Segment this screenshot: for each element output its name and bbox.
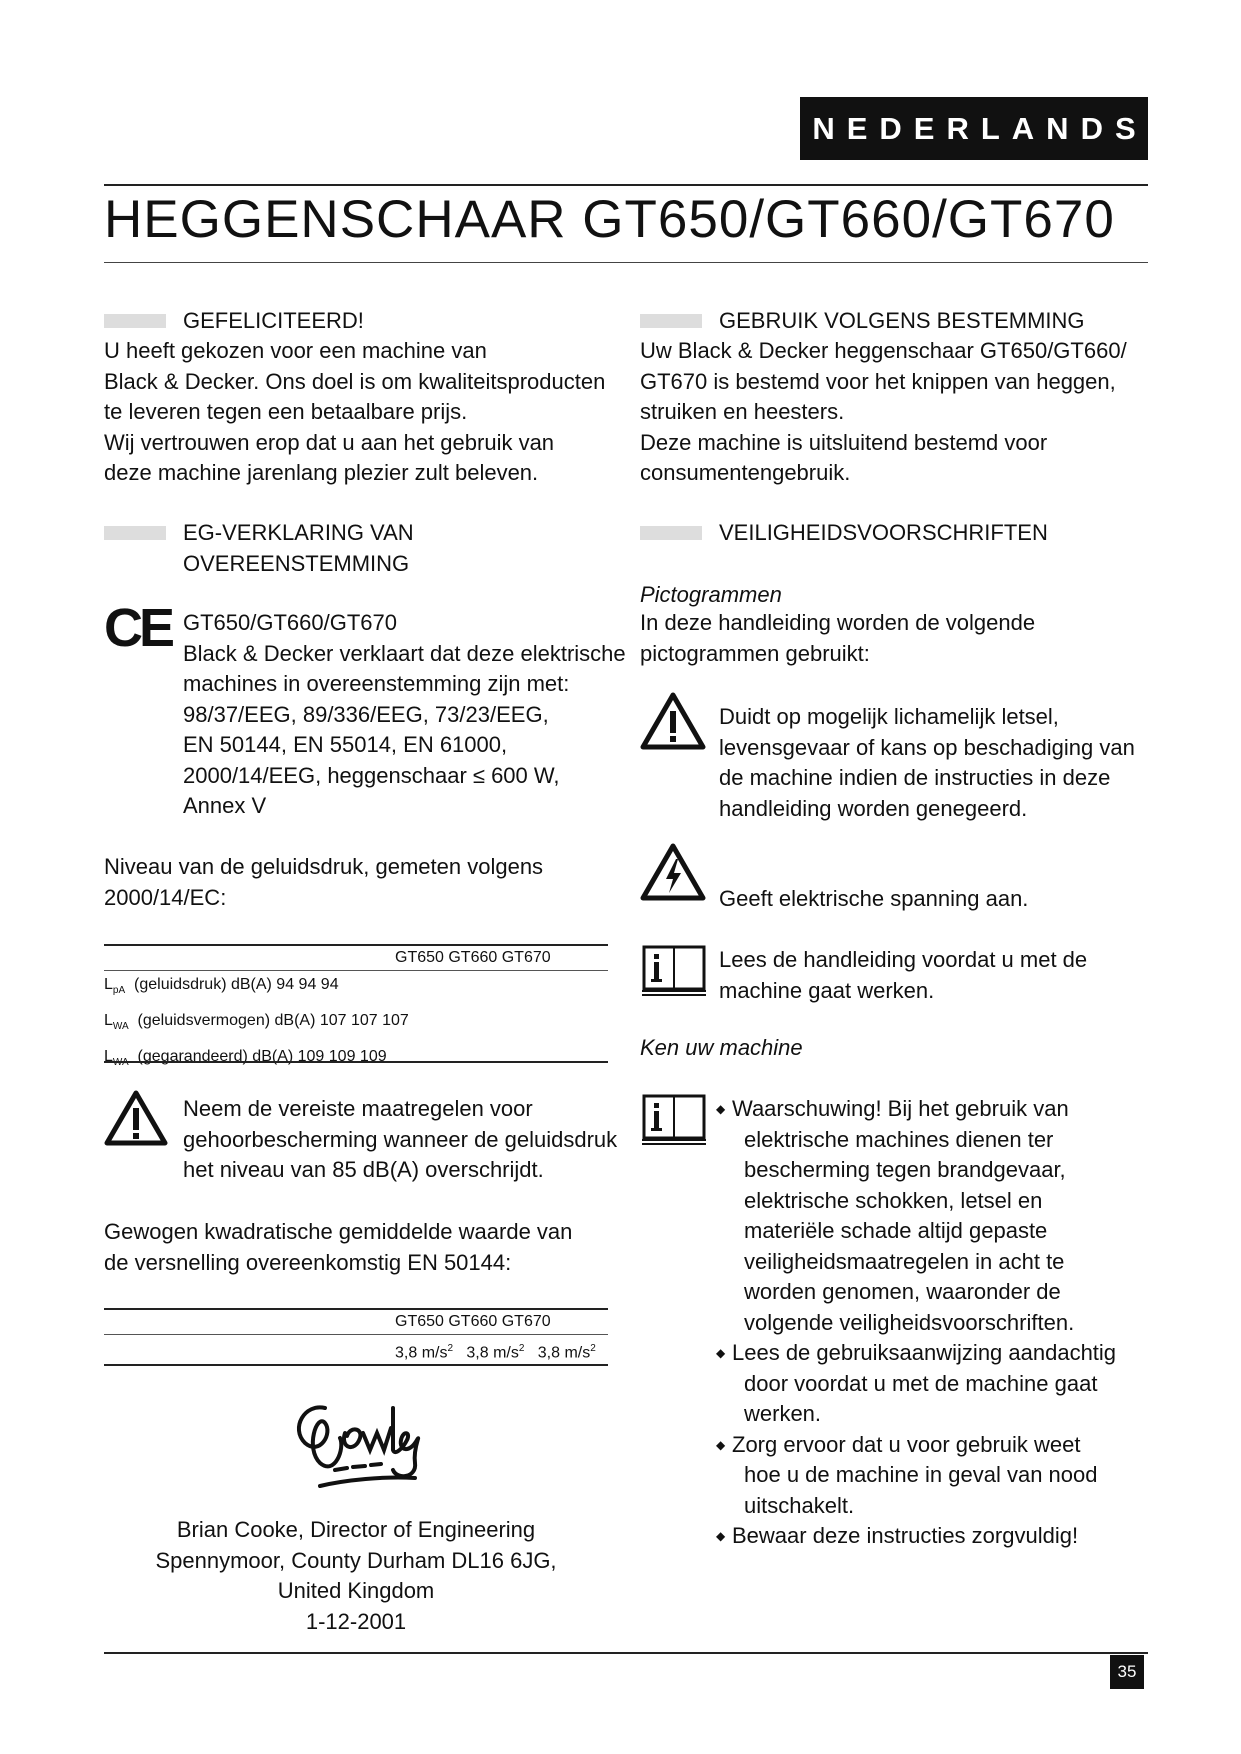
section-bar: [640, 314, 702, 328]
congrats-heading: GEFELICITEERD!: [183, 308, 364, 333]
electric-hazard-icon: [640, 843, 706, 901]
warning-triangle-icon: [640, 692, 706, 750]
ce-mark-icon: CE: [104, 598, 172, 658]
list-item: ◆ Bewaar deze instructies zorgvuldig!: [732, 1521, 1152, 1552]
manual-book-icon: [640, 1093, 708, 1149]
section-bar: [104, 526, 166, 540]
know-machine-subheading: Ken uw machine: [640, 1035, 803, 1060]
declaration-text: GT650/GT660/GT670 Black & Decker verklaart dat deze elektrische machines in overeenstemming zijn met: 98/37/EEG, 89/336/EEG, 73/23/EEG, EN 50144, EN 55014, EN 61000, 2000/14/EEG, heggenschaar ≤ 600 W, Annex V: [183, 610, 626, 818]
noise-table-header: GT650 GT660 GT670: [395, 949, 551, 966]
intended-use-heading: GEBRUIK VOLGENS BESTEMMING: [719, 308, 1085, 333]
pictogram-warning-text: Duidt op mogelijk lichamelijk letsel, levensgevaar of kans op beschadiging van de machine indien de instructies in deze handleiding worden genegeerd.: [719, 704, 1135, 821]
safety-bullet-list: [732, 1094, 1152, 1552]
congrats-text: U heeft gekozen voor een machine van Black & Decker. Ons doel is om kwaliteitsproducten te leveren tegen een betaalbare prijs. Wij vertrouwen erop dat u aan het gebruik van deze machine jarenlang plezier zult beleven.: [104, 338, 606, 485]
noise-intro: Niveau van de geluidsdruk, gemeten volgens 2000/14/EC:: [104, 854, 544, 910]
list-item: ◆ Waarschuwing! Bij het gebruik van elektrische machines dienen ter bescherming tegen brandgevaar, elektrische schokken, letsel en materiële schade altijd gepaste veiligheidsmaatregelen in acht te worden genomen, waaronder de volgende veiligheidsvoorschriften.: [732, 1094, 1152, 1338]
warning-triangle-icon: [104, 1090, 168, 1146]
table-row: $L_{pA}$ (geluidsdruk) dB(A) 94 94 94: [104, 976, 339, 997]
declaration-heading: EG-VERKLARING VAN OVEREENSTEMMING: [183, 520, 414, 576]
vibration-intro: Gewogen kwadratische gemiddelde waarde van de versnelling overeenkomstig EN 50144:: [104, 1219, 573, 1275]
pictogram-manual-text: Lees de handleiding voordat u met de machine gaat werken.: [719, 947, 1088, 1003]
vibration-values: 3,8 $m/s^2$ 3,8 $m/s^2$ 3,8 $m/s^2$: [395, 1343, 596, 1362]
intended-use-text: Uw Black & Decker heggenschaar GT650/GT660/ GT670 is bestemd voor het knippen van heggen, struiken en heesters. Deze machine is uitsluitend bestemd voor consumentengebruik.: [640, 338, 1127, 485]
pictogram-subheading: Pictogrammen: [640, 582, 782, 607]
pictogram-intro: In deze handleiding worden de volgende pictogrammen gebruikt:: [640, 610, 1036, 666]
signature-image: [285, 1388, 435, 1498]
vibration-table-bottom-rule: [104, 1364, 608, 1366]
list-item: ◆ Zorg ervoor dat u voor gebruik weet hoe u de machine in geval van nood uitschakelt.: [732, 1430, 1152, 1522]
signatory-block: Brian Cooke, Director of Engineering Spennymoor, County Durham DL16 6JG, United Kingdom 1-12-2001: [155, 1517, 557, 1634]
table-row: $L_{WA}$ (gegarandeerd) dB(A) 109 109 109: [104, 1048, 387, 1069]
page-number: 35: [1110, 1655, 1144, 1689]
footer-rule: [104, 1652, 1148, 1654]
section-bar: [640, 526, 702, 540]
section-bar: [104, 314, 166, 328]
noise-table-bottom-rule: [104, 1061, 608, 1063]
hearing-warning-text: Neem de vereiste maatregelen voor gehoorbescherming wanneer de geluidsdruk het niveau van 85 dB(A) overschrijdt.: [183, 1096, 618, 1182]
list-item: ◆ Lees de gebruiksaanwijzing aandachtig door voordat u met de machine gaat werken.: [732, 1338, 1152, 1430]
vibration-table-header: GT650 GT660 GT670: [395, 1313, 551, 1330]
safety-heading: VEILIGHEIDSVOORSCHRIFTEN: [719, 520, 1048, 545]
language-tab: NEDERLANDS: [800, 97, 1148, 160]
table-row: $L_{WA}$ (geluidsvermogen) dB(A) 107 107 107: [104, 1012, 409, 1033]
page-title: HEGGENSCHAAR GT650/GT660/GT670: [104, 190, 1115, 249]
manual-book-icon: [640, 944, 708, 1000]
title-rule: [104, 262, 1148, 263]
header-rule: [104, 184, 1148, 186]
pictogram-electric-text: Geeft elektrische spanning aan.: [719, 886, 1029, 911]
